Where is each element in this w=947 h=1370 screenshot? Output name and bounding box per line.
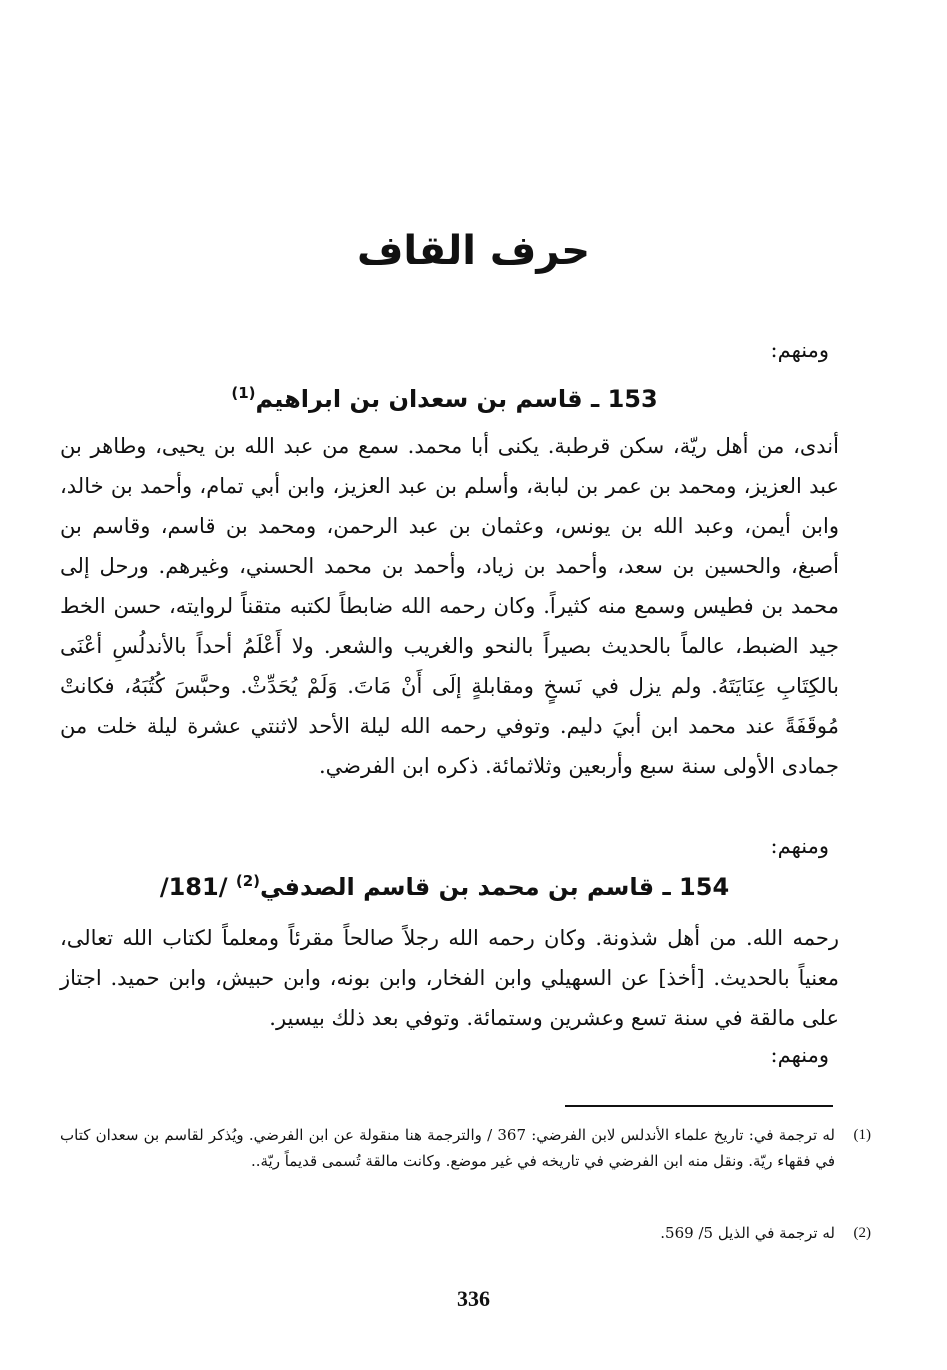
footnote-1 (60, 1122, 871, 1174)
entry-heading-154-text: 154 ـ قاسم بن محمد بن قاسم الصدفي (259, 873, 730, 901)
footnote-number: (1) (853, 1127, 871, 1143)
footnote-text: له ترجمة في الذيل 5/ 569. (660, 1224, 835, 1242)
footnote-2 (60, 1220, 871, 1246)
intro-text: ومنهم: (770, 338, 829, 362)
footnote-divider (565, 1105, 833, 1107)
footnote-marker: (1) (231, 384, 256, 402)
page-number: 336 (457, 1286, 490, 1311)
footnote-text: له ترجمة في: تاريخ علماء الأندلس لابن الفرضي: 367 / والترجمة هنا منقولة عن ابن الفرضي. ويُذكر لقاسم بن سعدان كتاب في فقهاء ريّة. ونقل منه ابن الفرضي في تاريخه في غير موضع. وكانت مالقة تُسمى قديماً ريّة.. (60, 1126, 835, 1170)
footnote-marker: (2) (235, 872, 260, 890)
page-reference: /181/ (159, 873, 228, 901)
entry-body-153: أندى، من أهل ريّة، سكن قرطبة. يكنى أبا محمد. سمع من عبد الله بن يحيى، وطاهر بن عبد العزيز، ومحمد بن عمر بن لبابة، وأسلم بن عبد العزيز، وابن أبي تمام، وأحمد بن خالد، وابن أيمن، وعبد الله بن يونس، وعثمان بن عبد الرحمن، ومحمد بن قاسم، وقاسم بن أصبغ، والحسين بن سعد، وأحمد بن زياد، وأحمد بن محمد الحسني، وغيرهم. ورحل إلى محمد بن فطيس وسمع منه كثيراً. وكان رحمه الله ضابطاً لكتبه متقناً لروايته، حسن الخط جيد الضبط، عالماً بالحديث بصيراً بالنحو والغريب والشعر. ولا أَعْلَمُ أحداً بالأندلُسِ أعْنَى بالكِتَابِ عِنَايَتَهُ. ولم يزل في نَسخٍ ومقابلةٍ إلَى أَنْ مَاتَ. وَلَمْ يُحَدِّثْ. وحبَّسَ كُتُبَهُ، فكانتْ مُوقَفَةً عند محمد ابن أبيَ دليم. وتوفي رحمه الله ليلة الأحد لاثنتي عشرة ليلة خلت من جمادى الأولى سنة سبع وأربعين وثلاثمائة. ذكره ابن الفرضي. (60, 434, 839, 778)
intro-text: ومنهم: (770, 834, 829, 858)
entry-heading-153 (60, 384, 829, 413)
entry-body-154: رحمه الله. من أهل شذونة. وكان رحمه الله رجلاً صالحاً مقرئاً ومعلماً لكتاب الله تعالى، معنياً بالحديث. [أخذ] عن السهيلي وابن الفخار، وابن بونه، وابن حبيش، وابن حميد. اجتاز على مالقة في سنة تسع وعشرين وستمائة. وتوفي بعد ذلك بيسير. (60, 926, 839, 1030)
entry-heading-154 (60, 872, 829, 901)
footnote-number: (2) (853, 1225, 871, 1241)
entry-heading-153-text: 153 ـ قاسم بن سعدان بن ابراهيم (255, 385, 658, 413)
intro-text: ومنهم: (770, 1043, 829, 1067)
chapter-title: حرف القاف (356, 228, 591, 274)
